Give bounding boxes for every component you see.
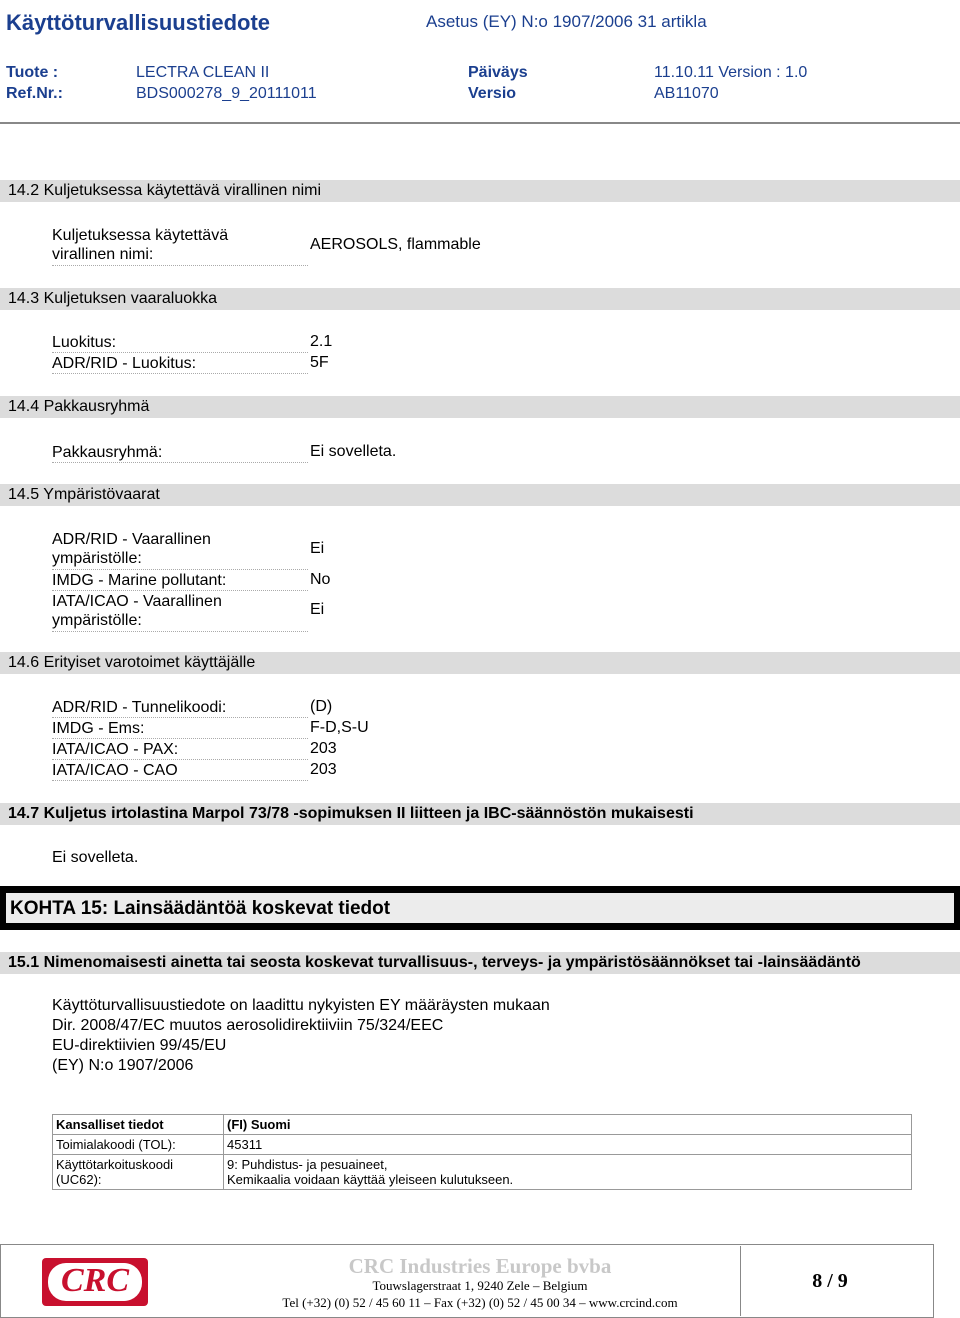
date-value: 11.10.11 Version : 1.0 (654, 64, 808, 81)
class-label: Luokitus: (52, 333, 308, 353)
adr-env-label (52, 530, 308, 570)
section-15-1-title: 15.1 Nimenomaisesti ainetta tai seosta koskevat turvallisuus-, terveys- ja ympäristösäännökset tai -lainsäädäntö (0, 952, 960, 974)
tunnel-code-label: ADR/RID - Tunnelikoodi: (52, 698, 308, 718)
product-value: LECTRA CLEAN II (136, 64, 270, 81)
page-divider (740, 1246, 741, 1316)
iata-pax-value: 203 (310, 740, 337, 757)
version-label: Versio (468, 85, 517, 102)
iata-env-label-line1: IATA/ICAO - Vaarallinen (52, 593, 222, 610)
address-line: Touwslagerstraat 1, 9240 Zele – Belgium (372, 1278, 588, 1293)
adr-env-label-line1: ADR/RID - Vaarallinen (52, 531, 211, 548)
contact-line: Tel (+32) (0) 52 / 45 60 11 – Fax (+32) (0) 52 / 45 00 34 – www.crcind.com (282, 1295, 678, 1310)
ref-value: BDS000278_9_20111011 (136, 85, 317, 102)
iata-env-label-line2: ympäristölle: (52, 612, 142, 629)
iata-cao-label: IATA/ICAO - CAO (52, 761, 308, 781)
company-address (240, 1277, 720, 1311)
table-row (53, 1135, 912, 1155)
transport-name-label-line2: virallinen nimi: (52, 246, 154, 263)
transport-name-label (52, 226, 308, 266)
table-row (53, 1115, 912, 1135)
section-14-6-title: 14.6 Erityiset varotoimet käyttäjälle (0, 652, 960, 674)
header-divider (0, 122, 960, 124)
section-14-4-title: 14.4 Pakkausryhmä (0, 396, 960, 418)
iata-cao-value: 203 (310, 761, 337, 778)
tol-label: Toimialakoodi (TOL): (53, 1135, 224, 1155)
imdg-marine-value: No (310, 571, 331, 588)
section-14-2-title: 14.2 Kuljetuksessa käytettävä virallinen nimi (0, 180, 960, 202)
packing-group-label: Pakkausryhmä: (52, 443, 308, 463)
ref-label: Ref.Nr.: (6, 85, 63, 102)
uc62-label-line1: Käyttötarkoituskoodi (56, 1157, 174, 1172)
page-number: 8 / 9 (812, 1270, 848, 1292)
table-row (53, 1155, 912, 1190)
tunnel-code-value: (D) (310, 698, 333, 715)
packing-group-value: Ei sovelleta. (310, 443, 397, 460)
national-info-table (52, 1114, 912, 1190)
section-14-3-title: 14.3 Kuljetuksen vaaraluokka (0, 288, 960, 310)
uc62-label-line2: (UC62): (56, 1172, 102, 1187)
transport-name-value: AEROSOLS, flammable (310, 236, 481, 253)
date-label: Päiväys (468, 64, 528, 81)
adr-env-value: Ei (310, 540, 325, 557)
marpol-text: Ei sovelleta. (52, 849, 139, 866)
legislation-line: (EY) N:o 1907/2006 (52, 1057, 194, 1074)
uc62-value-line2: Kemikaalia voidaan käyttää yleiseen kulutukseen. (227, 1172, 514, 1187)
section-15-title: KOHTA 15: Lainsäädäntöä koskevat tiedot (6, 893, 954, 923)
product-label: Tuote : (6, 64, 59, 81)
document-title: Käyttöturvallisuustiedote (6, 10, 271, 35)
section-14-7-title: 14.7 Kuljetus irtolastina Marpol 73/78 -sopimuksen II liitteen ja IBC-säännöstön mukaisesti (0, 803, 960, 825)
country-header: (FI) Suomi (224, 1115, 912, 1135)
iata-env-value: Ei (310, 601, 325, 618)
uc62-label (53, 1155, 224, 1190)
uc62-value (224, 1155, 912, 1190)
imdg-marine-label: IMDG - Marine pollutant: (52, 571, 308, 591)
version-value: AB11070 (654, 85, 719, 102)
iata-pax-label: IATA/ICAO - PAX: (52, 740, 308, 760)
national-header: Kansalliset tiedot (53, 1115, 224, 1135)
adr-class-label: ADR/RID - Luokitus: (52, 354, 308, 374)
company-name: CRC Industries Europe bvba (348, 1254, 612, 1278)
legislation-text (52, 996, 550, 1076)
section-14-5-title: 14.5 Ympäristövaarat (0, 484, 960, 506)
imdg-ems-value: F-D,S-U (310, 719, 369, 736)
adr-env-label-line2: ympäristölle: (52, 550, 142, 567)
regulation-reference: Asetus (EY) N:o 1907/2006 31 artikla (426, 12, 707, 31)
transport-name-label-line1: Kuljetuksessa käytettävä (52, 227, 229, 244)
crc-logo-text: CRC (60, 1262, 130, 1299)
imdg-ems-label: IMDG - Ems: (52, 719, 308, 739)
legislation-line: Käyttöturvallisuustiedote on laadittu nykyisten EY määräysten mukaan (52, 997, 550, 1014)
class-value: 2.1 (310, 333, 333, 350)
legislation-line: Dir. 2008/47/EC muutos aerosolidirektiiviin 75/324/EEC (52, 1017, 444, 1034)
adr-class-value: 5F (310, 354, 329, 371)
iata-env-label (52, 592, 308, 632)
tol-value: 45311 (224, 1135, 912, 1155)
legislation-line: EU-direktiivien 99/45/EU (52, 1037, 227, 1054)
uc62-value-line1: 9: Puhdistus- ja pesuaineet, (227, 1157, 388, 1172)
